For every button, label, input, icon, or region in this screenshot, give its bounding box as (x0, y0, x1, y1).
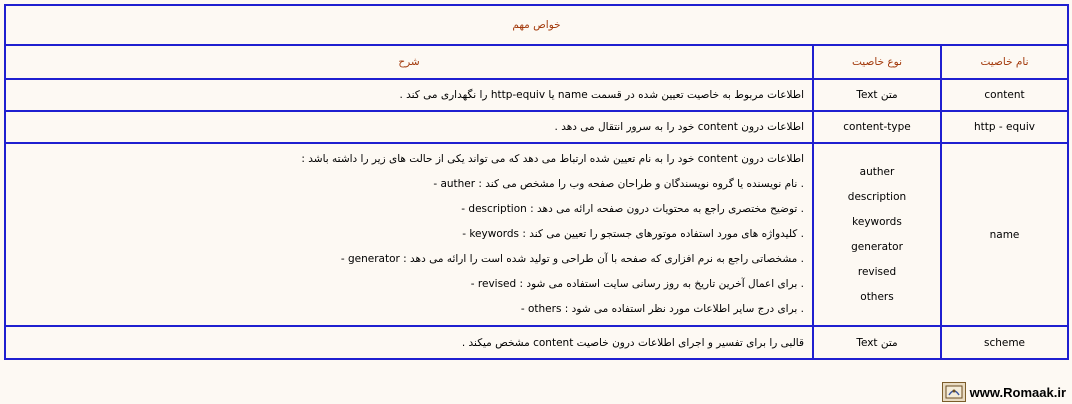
property-description: اطلاعات مربوط به خاصیت تعیین شده در قسمت name یا http-equiv را نگهداری می کند . (5, 79, 813, 111)
property-description: قالبی را برای تفسیر و اجرای اطلاعات درون خاصیت content مشخص میکند . (5, 326, 813, 359)
type-option: auther (859, 165, 895, 178)
meta-properties-table (4, 4, 1069, 360)
property-name: content (941, 79, 1068, 111)
description-line: - keywords : کلیدواژه های مورد استفاده موتورهای جستجو را تعیین می کند . (462, 228, 804, 240)
type-option: keywords (852, 215, 902, 228)
table-row (5, 79, 1068, 111)
table-row (5, 143, 1068, 326)
property-type: متن Text (813, 79, 941, 111)
romaak-logo-icon (942, 382, 966, 402)
description-line: - generator : مشخصاتی راجع به نرم افزاری که صفحه با آن طراحی و تولید شده است را ارائه می دهد . (340, 253, 804, 265)
type-option: description (847, 190, 907, 203)
type-option: others (860, 290, 894, 303)
description-line: - auther : نام نویسنده یا گروه نویسندگان و طراحان صفحه وب را مشخص می کند . (433, 178, 804, 190)
table-row (5, 111, 1068, 143)
table-title: خواص مهم (5, 5, 1068, 45)
property-description-list (5, 143, 813, 326)
property-description: اطلاعات درون content خود را به سرور انتقال می دهد . (5, 111, 813, 143)
site-url[interactable]: www.Romaak.ir (969, 384, 1066, 400)
table-header-row (5, 45, 1068, 79)
type-option: revised (857, 265, 897, 278)
description-line: اطلاعات درون content خود را به نام تعیین شده ارتباط می دهد که می تواند یکی از حالت های زیر را داشته باشد : (301, 153, 804, 165)
header-description: شرح (5, 45, 813, 79)
header-property-type: نوع خاصیت (813, 45, 941, 79)
description-line: - others : برای درج سایر اطلاعات مورد نظر استفاده می شود . (520, 303, 804, 315)
property-type-list (813, 143, 941, 326)
header-property-name: نام خاصیت (941, 45, 1068, 79)
site-footer (942, 382, 1066, 402)
property-type: content-type (813, 111, 941, 143)
table-row (5, 326, 1068, 359)
table-title-row (5, 5, 1068, 45)
property-name: name (941, 143, 1068, 326)
description-line: - description : توضیح مختصری راجع به محتویات درون صفحه ارائه می دهد . (461, 203, 804, 215)
description-line: - revised : برای اعمال آخرین تاریخ به روز رسانی سایت استفاده می شود . (470, 278, 804, 290)
type-option: generator (851, 240, 903, 253)
property-name: scheme (941, 326, 1068, 359)
property-type: متن Text (813, 326, 941, 359)
property-name: http - equiv (941, 111, 1068, 143)
